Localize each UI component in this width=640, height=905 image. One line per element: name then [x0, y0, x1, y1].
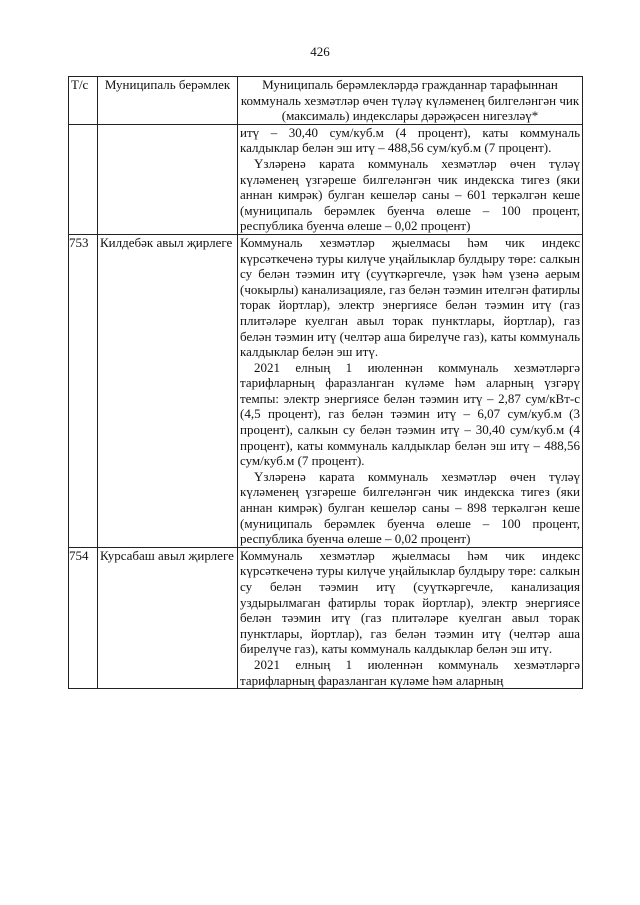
table-header-row [69, 77, 583, 125]
header-indices: Муниципаль берәмлекләрдә гражданнар тарафыннан коммуналь хезмәтләр өчен түләү күләменең билгеләнгән чик (максималь) индекслары дәрәҗәсен нигезләү* [238, 77, 583, 125]
description-paragraph: Коммуналь хезмәтләр җыелмасы һәм чик индекс күрсәткеченә туры килүче уңайлыклар булдыру төре: салкын су белән тәэмин итү (суүткәргечле, үзәк һәм үзенә аерым (чокырлы) канализацияле, газ белән тәэмин ителгән фатирлы торак йортлар), электр энергиясе белән тәэмин итү (газ плитәләре куелган авыл торак пунктлары, йортлар), газ белән тәэмин итү (челтәр аша бирелүче газ), каты коммуналь калдыклар белән эш итү. [240, 234, 580, 360]
row-municipality [98, 124, 238, 234]
row-description [238, 234, 583, 547]
description-paragraph: 2021 елның 1 июленнән коммуналь хезмәтләргә тарифларның фаразланган күләме һәм аларның [240, 656, 580, 688]
row-number: 754 [69, 547, 98, 688]
description-paragraph: Үзләренә карата коммуналь хезмәтләр өчен түләү күләменең үзгәреше билгеләнгән чик индекска тигез (яки аннан кимрәк) булган кешеләр саны – 898 теркәлгән кеше (муниципаль берәмлек буенча өлеше – 100 процент, республика буенча өлеше – 0,02 процент) [240, 468, 580, 547]
table-row [69, 547, 583, 688]
row-number: 753 [69, 234, 98, 547]
row-municipality: Курсабаш авыл җирлеге [98, 547, 238, 688]
description-paragraph: итү – 30,40 сум/куб.м (4 процент), каты коммуналь калдыклар белән эш итү – 488,56 сум/куб.м (7 процент). [240, 124, 580, 156]
municipal-indices-table [68, 76, 583, 689]
table-row [69, 234, 583, 547]
row-description [238, 124, 583, 234]
header-number: Т/с [69, 77, 98, 125]
description-paragraph: Коммуналь хезмәтләр җыелмасы һәм чик индекс күрсәткеченә туры килүче уңайлыклар булдыру төре: салкын су белән тәэмин итү (суүткәргечле, канализация уздырылмаган фатирлы торак йортлар), электр энергиясе белән тәэмин итү (газ плитәләре куелган авыл торак пунктлары, йортлар), газ белән тәэмин итү (челтәр аша бирелүче газ), каты коммуналь калдыклар белән эш итү. [240, 547, 580, 657]
table-row [69, 124, 583, 234]
row-number [69, 124, 98, 234]
description-paragraph: 2021 елның 1 июленнән коммуналь хезмәтләргә тарифларның фаразланган күләме һәм аларның үзгәрү темпы: электр энергиясе белән тәэмин итү – 2,87 сум/кВт-с (4,5 процент), газ белән тәэмин итү – 6,07 сум/куб.м (3 процент), салкын су белән тәэмин итү – 30,40 сум/куб.м (4 процент), каты коммуналь калдыклар белән эш итү – 488,56 сум/куб.м (7 процент). [240, 359, 580, 469]
page-number: 426 [310, 44, 330, 59]
row-description [238, 547, 583, 688]
row-municipality: Килдебәк авыл җирлеге [98, 234, 238, 547]
header-municipality: Муниципаль берәмлек [98, 77, 238, 125]
description-paragraph: Үзләренә карата коммуналь хезмәтләр өчен түләү күләменең үзгәреше билгеләнгән чик индекска тигез (яки аннан кимрәк) булган кешеләр саны – 601 теркәлгән кеше (муниципаль берәмлек буенча өлеше – 100 процент, республика буенча өлеше – 0,02 процент) [240, 155, 580, 234]
